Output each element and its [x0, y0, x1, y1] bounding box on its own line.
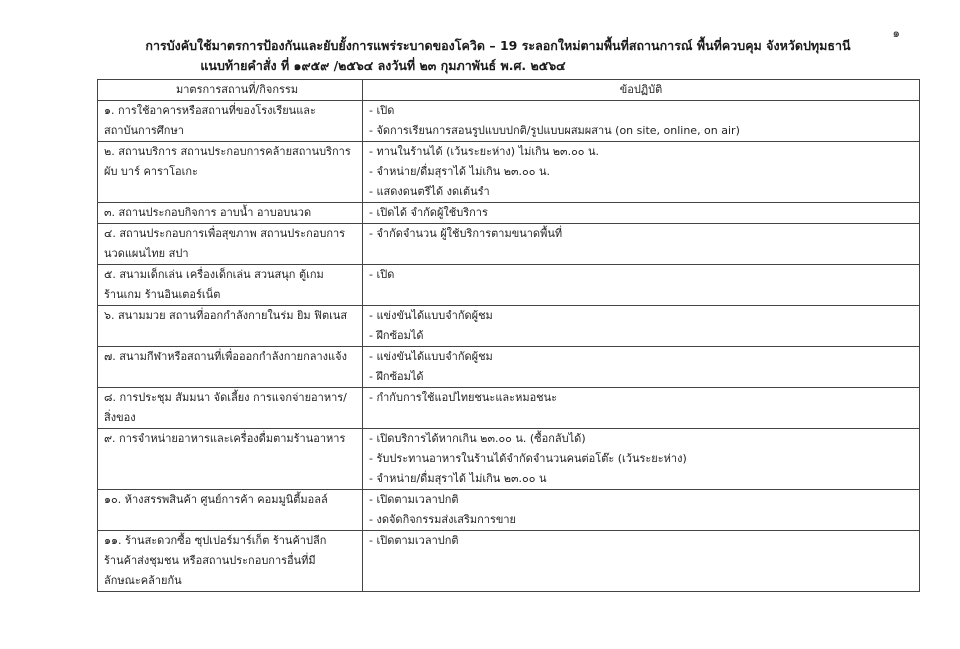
measure-text: ๖. สนามมวย สถานที่ออกกำลังกายในร่ม ยิม ฟิตเนส [104, 309, 348, 322]
table-header-row [98, 80, 920, 101]
rule-item: - ทานในร้านได้ (เว้นระยะห่าง) ไม่เกิน ๒๓.๐๐ น. [369, 145, 600, 158]
rule-item: - ฝึกซ้อมได้ [369, 370, 424, 383]
document-title [98, 36, 898, 76]
rule-item: - จำหน่าย/ดื่มสุราได้ ไม่เกิน ๒๓.๐๐ น. [369, 165, 550, 178]
rules-cell [363, 490, 920, 531]
rule-item: - เปิดบริการได้หากเกิน ๒๓.๐๐ น. (ซื้อกลับได้) [369, 432, 586, 445]
measure-cell [98, 490, 363, 531]
measure-cell [98, 347, 363, 388]
measure-cell [98, 388, 363, 429]
table-row [98, 265, 920, 306]
table-row [98, 224, 920, 265]
rules-cell [363, 429, 920, 490]
rule-item: - รับประทานอาหารในร้านได้จำกัดจำนวนคนต่อโต๊ะ (เว้นระยะห่าง) [369, 452, 687, 465]
rule-item: - เปิด [369, 104, 395, 117]
rules-cell [363, 203, 920, 224]
measure-text: สถาบันการศึกษา [104, 124, 184, 137]
measure-cell [98, 265, 363, 306]
measure-cell [98, 203, 363, 224]
rule-item: - จำกัดจำนวน ผู้ใช้บริการตามขนาดพื้นที่ [369, 227, 563, 240]
measure-text: ร้านค้าส่งชุมชน หรือสถานประกอบการอื่นที่มี [104, 554, 316, 567]
header-rules: ข้อปฏิบัติ [363, 80, 920, 101]
rule-item: - เปิด [369, 268, 395, 281]
measure-text: ๒. สถานบริการ สถานประกอบการคล้ายสถานบริการ [104, 145, 351, 158]
rule-item: - ฝึกซ้อมได้ [369, 329, 424, 342]
rules-cell [363, 224, 920, 265]
measure-cell [98, 429, 363, 490]
rule-item: - งดจัดกิจกรรมส่งเสริมการขาย [369, 513, 517, 526]
measure-text: ๕. สนามเด็กเล่น เครื่องเด็กเล่น สวนสนุก ตู้เกม [104, 268, 324, 281]
rules-cell [363, 531, 920, 592]
measures-table [97, 79, 920, 592]
measure-text: นวดแผนไทย สปา [104, 247, 189, 260]
measure-text: ร้านเกม ร้านอินเตอร์เน็ต [104, 288, 221, 301]
measure-cell [98, 531, 363, 592]
measure-text: ๙. การจำหน่ายอาหารและเครื่องดื่มตามร้านอาหาร [104, 432, 346, 445]
rules-cell [363, 347, 920, 388]
measure-cell [98, 224, 363, 265]
rule-item: - แสดงดนตรีได้ งดเต้นรำ [369, 185, 490, 198]
table-row [98, 429, 920, 490]
table-row [98, 306, 920, 347]
rules-cell [363, 388, 920, 429]
table-row [98, 531, 920, 592]
table-row [98, 142, 920, 203]
measure-text: ๑. การใช้อาคารหรือสถานที่ของโรงเรียนและ [104, 104, 316, 117]
measure-text: ๔. สถานประกอบการเพื่อสุขภาพ สถานประกอบการ [104, 227, 346, 240]
page-number: ๑ [892, 26, 900, 40]
title-line-1: การบังคับใช้มาตรการป้องกันและยับยั้งการแพร่ระบาดของโควิด – 19 ระลอกใหม่ตามพื้นที่สถานการณ์ พื้นที่ควบคุม จังหวัดปทุมธานี [145, 38, 851, 53]
table-row [98, 388, 920, 429]
table-row [98, 101, 920, 142]
measure-text: ๘. การประชุม สัมมนา จัดเลี้ยง การแจกจ่ายอาหาร/ [104, 391, 347, 404]
measure-cell [98, 142, 363, 203]
measure-cell [98, 306, 363, 347]
rule-item: - เปิดตามเวลาปกติ [369, 493, 459, 506]
rule-item: - เปิดตามเวลาปกติ [369, 534, 459, 547]
measure-text: ๑๐. ห้างสรรพสินค้า ศูนย์การค้า คอมมูนิตี้มอลล์ [104, 493, 328, 506]
rule-item: - เปิดได้ จำกัดผู้ใช้บริการ [369, 206, 488, 219]
measure-cell [98, 101, 363, 142]
measure-text: ผับ บาร์ คาราโอเกะ [104, 165, 198, 178]
measure-text: ๗. สนามกีฬาหรือสถานที่เพื่อออกกำลังกายกลางแจ้ง [104, 350, 347, 363]
header-measures: มาตรการสถานที่/กิจกรรม [98, 80, 363, 101]
rule-item: - แข่งขันได้แบบจำกัดผู้ชม [369, 350, 493, 363]
measure-text: ๑๑. ร้านสะดวกซื้อ ซุปเปอร์มาร์เก็ต ร้านค้าปลีก [104, 534, 327, 547]
measure-text: สิ่งของ [104, 411, 136, 424]
rules-cell [363, 306, 920, 347]
table-row [98, 490, 920, 531]
table-row [98, 203, 920, 224]
rules-cell [363, 101, 920, 142]
rule-item: - กำกับการใช้แอปไทยชนะและหมอชนะ [369, 391, 558, 404]
measure-text: ลักษณะคล้ายกัน [104, 574, 182, 587]
rule-item: - แข่งขันได้แบบจำกัดผู้ชม [369, 309, 493, 322]
rule-item: - จำหน่าย/ดื่มสุราได้ ไม่เกิน ๒๓.๐๐ น [369, 472, 547, 485]
title-line-2: แนบท้ายคำสั่ง ที่ ๑๙๕๙ /๒๕๖๔ ลงวันที่ ๒๓ กุมภาพันธ์ พ.ศ. ๒๕๖๔ [200, 58, 566, 73]
rules-cell [363, 265, 920, 306]
rules-cell [363, 142, 920, 203]
measure-text: ๓. สถานประกอบกิจการ อาบน้ำ อาบอบนวด [104, 206, 312, 219]
rule-item: - จัดการเรียนการสอนรูปแบบปกติ/รูปแบบผสมผสาน (on site, online, on air) [369, 124, 740, 137]
table-row [98, 347, 920, 388]
